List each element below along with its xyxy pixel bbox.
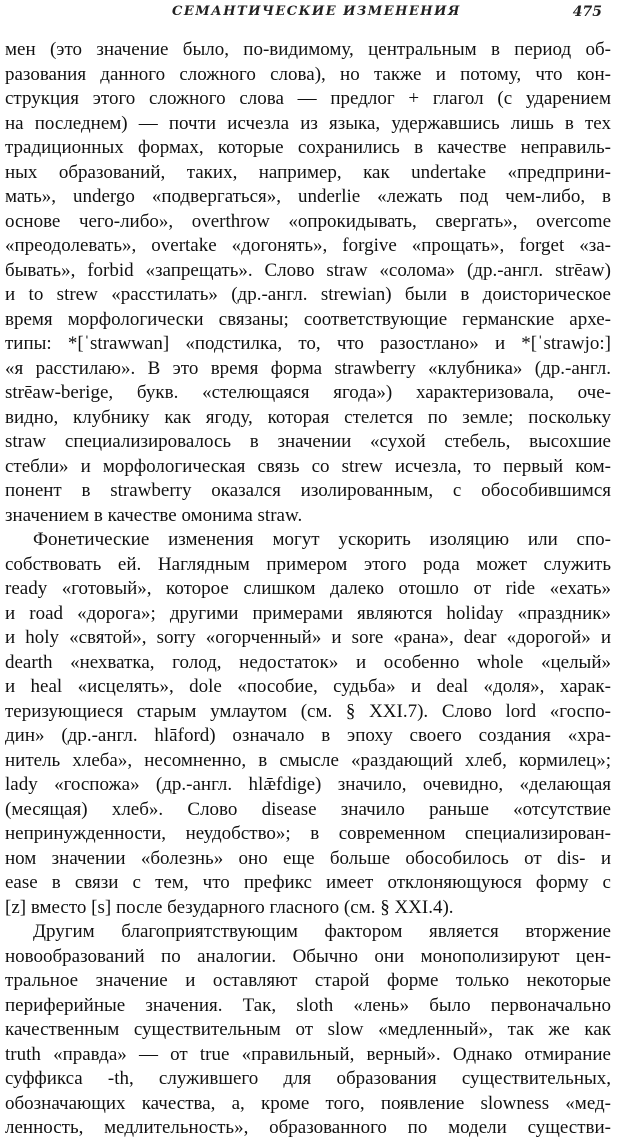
text-line: и to strew «расстилать» (др.-англ. strewian) были в доисторическое [5,284,611,305]
text-line: мен (это значение было, по-видимому, центральным в период об- [5,39,611,60]
text-line: нитель хлеба», несомненно, в смысле «раздающий хлеб, кормилец»; [5,749,611,771]
text-line: truth «правда» — от true «правильный, верный». Однако отмирание [5,1043,611,1065]
text-line: видно, клубнику как ягоду, которая стелется по земле; поскольку [5,406,611,428]
text-line: непринужденности, неудобство»; в современном специализирован- [5,823,611,844]
text-line: и holy «святой», sorry «огорченный» и sore «рана», dear «дорогой» и [5,627,611,648]
page-number: 475 [572,4,602,20]
text-line: периферийные значения. Так, sloth «лень» было первоначально [5,994,611,1016]
text-line: Другим благоприятствующим фактором является вторжение [33,921,611,942]
text-line: на последнем) — почти исчезла из языка, удержавшись лишь в тех [5,112,611,134]
text-line: обозначающих качества, а, кроме того, появление slowness «мед- [5,1092,611,1114]
text-line: и heal «исцелять», dole «пособие, судьба» и deal «доля», харак- [5,676,611,697]
text-line: straw специализировалось в значении «сухой стебель, высохшие [5,431,611,452]
text-line: основе чего-либо», overthrow «опрокидывать, свергать», overcome [5,210,611,232]
text-line: традиционных формах, которые сохранились в качестве неправиль- [5,137,611,158]
text-line: время морфологически связаны; соответствующие германские архе- [5,308,611,330]
text-line: типы: *[ˈstrawwan] «подстилка, то, что разостлано» и *[ˈstrawjo:] [5,333,611,354]
text-line: тральное значение и оставляют старой форме только некоторые [5,970,611,991]
text-line: «я расстилаю». В это время форма strawberry «клубника» (др.-англ. [5,357,611,379]
text-line: ease в связи с тем, что префикс имеет отклоняющуюся форму с [5,872,611,893]
text-line: дин» (др.-англ. hlāford) означало в эпоху своего создания «хра- [5,725,611,746]
text-line: strēaw-berige, букв. «стелющаяся ягода») характеризовала, оче- [5,382,611,403]
text-line: теризующиеся старым умлаутом (см. § XXI.7). Слово lord «госпо- [5,700,611,722]
text-line: разования данного сложного слова), но также и потому, что кон- [5,63,611,85]
page-header [0,4,620,26]
text-line: ном значении «болезнь» оно еще больше обособилось от dis- и [5,847,611,869]
text-line: понент в strawberry оказался изолированным, с обособившимся [5,480,611,501]
text-line: (месящая) хлеб». Слово disease значило раньше «отсутствие [5,798,611,820]
text-line: Фонетические изменения могут ускорить изоляцию или спо- [33,529,611,550]
body-text [5,38,611,1141]
text-line: dearth «нехватка, голод, недостаток» и особенно whole «целый» [5,651,611,673]
text-line: ленность, медлительность», образованного по модели существи- [5,1117,611,1138]
text-line: новообразований по аналогии. Обычно они монополизируют цен- [5,945,611,967]
text-line: струкция этого сложного слова — предлог + глагол (с ударением [5,88,611,109]
text-line: бывать», forbid «запрещать». Слово straw «солома» (др.-англ. strēaw) [5,259,611,281]
text-line: ных образований, таких, например, как undertake «предприни- [5,161,611,183]
text-line: мать», undergo «подвергаться», underlie «лежать под чем-либо, в [5,186,611,207]
text-line: стебли» и морфологическая связь со strew исчезла, то первый ком- [5,455,611,477]
running-head: СЕМАНТИЧЕСКИЕ ИЗМЕНЕНИЯ [172,4,461,19]
text-line: и road «дорога»; другими примерами являются holiday «праздник» [5,602,611,624]
text-line: собствовать ей. Наглядным примером этого рода может служить [5,553,611,575]
text-line: ready «готовый», которое слишком далеко отошло от ride «ехать» [5,578,611,599]
text-line: значением в качестве омонима straw. [5,504,303,526]
text-line: [z] вместо [s] после безударного гласного (см. § XXI.4). [5,896,454,918]
text-line: суффикса -th, служившего для образования существительных, [5,1068,611,1089]
text-line: «преодолевать», overtake «догонять», forgive «прощать», forget «за- [5,235,611,256]
text-line: качественным существительным от slow «медленный», так же как [5,1019,611,1040]
text-line: lady «госпожа» (др.-англ. hlǣfdige) значило, очевидно, «делающая [5,774,611,795]
